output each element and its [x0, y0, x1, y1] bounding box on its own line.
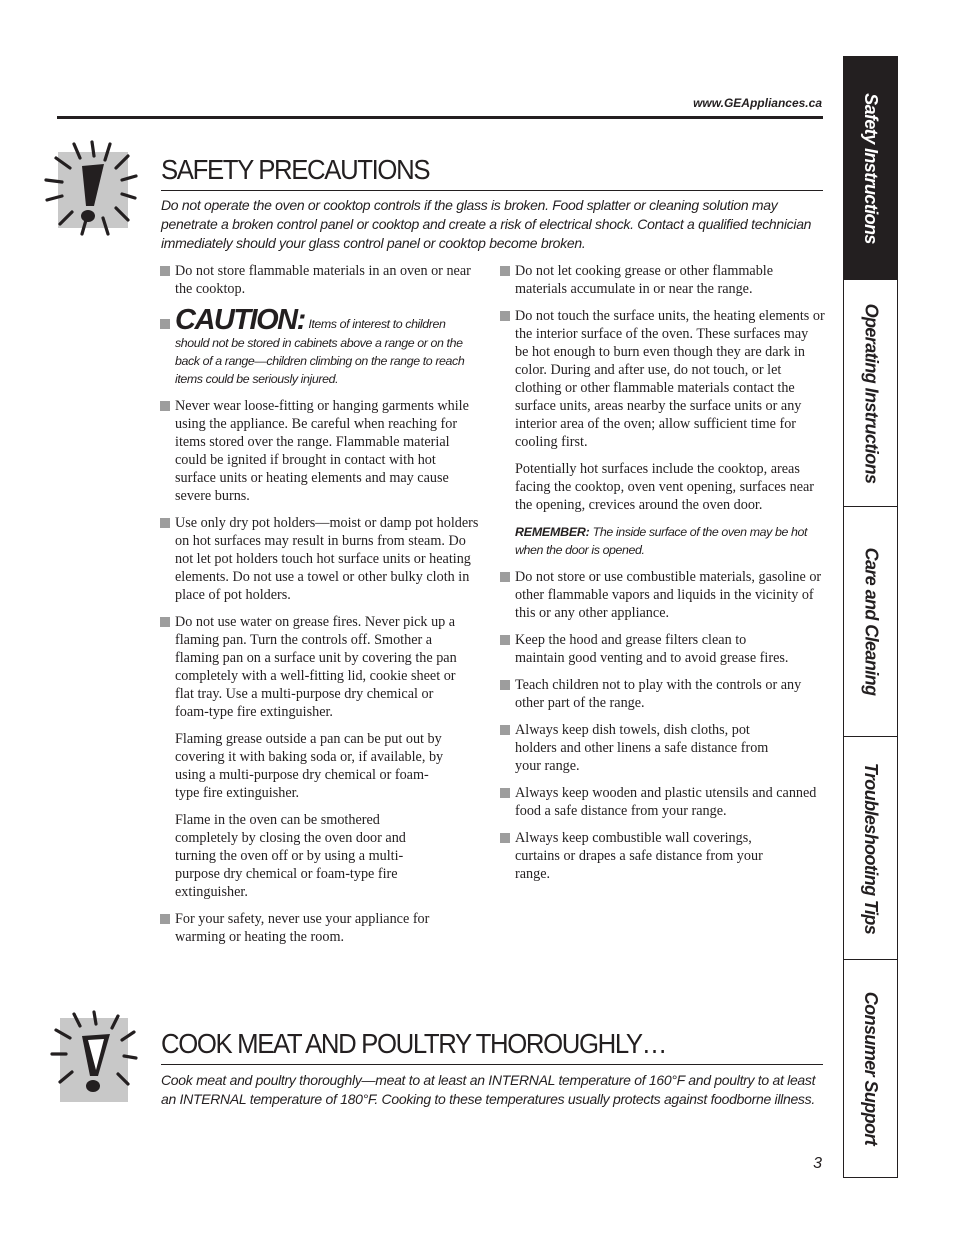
- list-item: Do not use water on grease fires. Never pick up a flaming pan. Turn the controls off. Smother a flaming pan on a surface unit by covering the pan completely with a well-fitting lid, cookie sheet or flat tray. Use a multi-purpose dry chemical or foam-type fire extinguisher.: [160, 613, 465, 721]
- safety-intro: Do not operate the oven or cooktop controls if the glass is broken. Food splatter or cleaning solution may penetrate a broken control panel or cooktop and create a risk of electrical shock. Contact a qualified technician immediately should your glass control panel or cooktop become broken.: [161, 197, 812, 251]
- tab-troubleshooting-tips[interactable]: Troubleshooting Tips: [844, 737, 897, 960]
- list-item: Do not touch the surface units, the heating elements or the interior surface of the oven. These surfaces may be hot enough to burn even though they are dark in color. During and after use, do not touch, or let clothing or other flammable materials contact the surface units, areas nearby the surface units or any interior area of the oven; allow sufficient time for cooling first.: [500, 307, 825, 451]
- safety-rule: [161, 190, 823, 191]
- bullet-square-icon: [500, 635, 510, 645]
- list-item: Teach children not to play with the controls or any other part of the range.: [500, 676, 825, 712]
- bullet-square-icon: [160, 914, 170, 924]
- bullet-square-icon: [160, 266, 170, 276]
- safety-title: SAFETY PRECAUTIONS: [161, 154, 430, 185]
- remember-note: [500, 523, 825, 559]
- list-item: Use only dry pot holders—moist or damp pot holders on hot surfaces may result in burns from steam. Do not let pot holders touch hot surface units or heating elements. Do not use a towel or other bulky cloth in place of pot holders.: [160, 514, 480, 604]
- bullet-square-icon: [500, 725, 510, 735]
- list-item: Do not store flammable materials in an oven or near the cooktop.: [160, 262, 480, 298]
- cook-text: Cook meat and poultry thoroughly—meat to at least an INTERNAL temperature of 160°F and poultry to at least an INTERNAL temperature of 180°F. Cooking to these temperatures usually protects against foodborne illness.: [161, 1072, 816, 1107]
- list-item: Never wear loose-fitting or hanging garments while using the appliance. Be careful when reaching for items stored over the range. Flammable material could be ignited if brought in contact with hot surface units or heating elements and may cause severe burns.: [160, 397, 480, 505]
- tab-care-and-cleaning[interactable]: Care and Cleaning: [844, 507, 897, 737]
- page-number: 3: [813, 1155, 822, 1172]
- list-item: Always keep dish towels, dish cloths, pot holders and other linens a safe distance from your range.: [500, 721, 790, 775]
- remember-text: The inside surface of the oven may be hot when the door is opened.: [515, 525, 807, 557]
- remember-label: REMEMBER:: [515, 525, 590, 539]
- header-rule: [57, 116, 823, 119]
- tab-consumer-support[interactable]: Consumer Support: [861, 991, 881, 1146]
- bullet-square-icon: [500, 788, 510, 798]
- cook-title: COOK MEAT AND POULTRY THOROUGHLY…: [161, 1028, 667, 1059]
- safety-left-column: [160, 262, 480, 955]
- bullet-square-icon: [500, 833, 510, 843]
- bullet-square-icon: [500, 680, 510, 690]
- list-item: Always keep wooden and plastic utensils and canned food a safe distance from your range.: [500, 784, 825, 820]
- caution-item: [160, 304, 480, 388]
- list-item: Do not store or use combustible materials, gasoline or other flammable vapors and liquids in the vicinity of this or any other appliance.: [500, 568, 825, 622]
- bullet-square-icon: [160, 518, 170, 528]
- bullet-square-icon: [160, 617, 170, 627]
- list-item: Do not let cooking grease or other flammable materials accumulate in or near the range.: [500, 262, 825, 298]
- caution-text: Items of interest to children should not be stored in cabinets above a range or on the back of a range—children climbing on the range to reach items could be seriously injured.: [175, 317, 465, 386]
- cook-rule: [161, 1064, 823, 1065]
- bullet-square-icon: [500, 266, 510, 276]
- bullet-square-icon: [500, 311, 510, 321]
- paragraph: Flaming grease outside a pan can be put out by covering it with baking soda or, if available, by using a multi-purpose dry chemical or foam-type fire extinguisher.: [175, 731, 444, 801]
- paragraph: Potentially hot surfaces include the cooktop, areas facing the cooktop, oven vent opening, surfaces near the opening, crevices around the oven door.: [515, 461, 815, 513]
- list-item: Always keep combustible wall coverings, curtains or drapes a safe distance from your range.: [500, 829, 790, 883]
- tab-operating-instructions[interactable]: Operating Instructions: [844, 280, 897, 507]
- bullet-square-icon: [160, 319, 170, 329]
- website-url: www.GEAppliances.ca: [693, 96, 822, 110]
- caution-label: CAUTION:: [175, 304, 305, 336]
- section-tabs: [843, 56, 898, 1178]
- list-item: Keep the hood and grease filters clean to maintain good venting and to avoid grease fires.: [500, 631, 790, 667]
- tab-safety-instructions[interactable]: Safety Instructions: [844, 57, 897, 280]
- list-item: For your safety, never use your appliance for warming or heating the room.: [160, 910, 450, 946]
- warning-burst-icon: [42, 136, 142, 240]
- safety-right-column: [500, 262, 825, 892]
- caution-burst-icon: [48, 1010, 140, 1102]
- bullet-square-icon: [500, 572, 510, 582]
- bullet-square-icon: [160, 401, 170, 411]
- paragraph: Flame in the oven can be smothered completely by closing the oven door and turning the oven off or by using a multi-purpose dry chemical or foam-type fire extinguisher.: [175, 812, 406, 900]
